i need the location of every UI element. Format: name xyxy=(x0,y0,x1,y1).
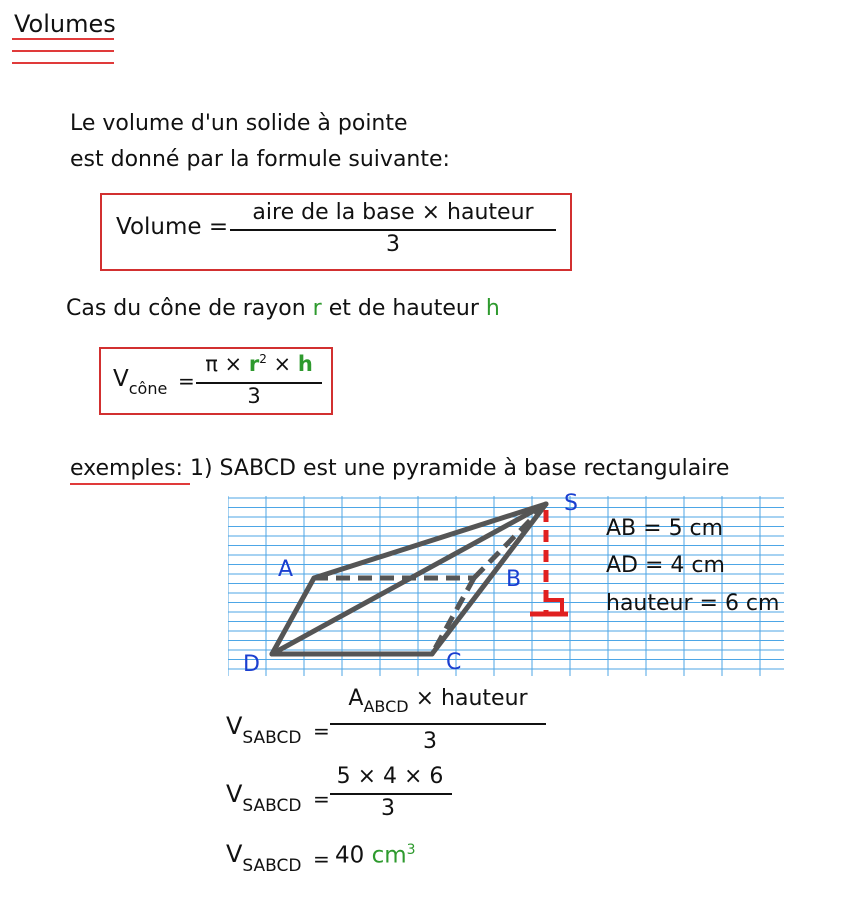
intro-line-2: est donné par la formule suivante: xyxy=(70,147,450,172)
cone-h: h xyxy=(297,352,313,376)
result-value: 40 xyxy=(335,842,365,869)
page-title: Volumes xyxy=(14,10,116,38)
examples-underline xyxy=(70,483,190,485)
step3-lhs xyxy=(226,840,302,876)
cone-times: × xyxy=(273,352,292,376)
cone-denominator: 3 xyxy=(247,384,261,408)
title-underline xyxy=(12,62,114,64)
vertex-d-label: D xyxy=(243,652,260,677)
examples-text: 1) SABCD est une pyramide à base rectangulaire xyxy=(189,456,730,481)
step2-denominator: 3 xyxy=(381,796,395,821)
cone-exponent: 2 xyxy=(259,352,267,366)
step1-fraction-bar xyxy=(330,723,546,725)
cone-numerator xyxy=(196,352,322,376)
step2-subscript: SABCD xyxy=(242,796,302,816)
vertex-b-label: B xyxy=(506,567,522,592)
step3-subscript: SABCD xyxy=(242,856,302,876)
height-segment xyxy=(530,510,568,614)
vertex-a-label: A xyxy=(278,557,294,582)
height-symbol: h xyxy=(485,296,500,321)
formula-lhs: Volume = xyxy=(116,214,229,240)
step2-numerator: 5 × 4 × 6 xyxy=(336,764,444,789)
result-exponent: 3 xyxy=(406,842,416,858)
formula-denominator: 3 xyxy=(386,232,400,257)
step1-equals: = xyxy=(313,719,330,743)
result-unit: cm xyxy=(371,842,407,869)
step2-fraction-bar xyxy=(330,793,452,795)
step1-numerator-rest: × hauteur xyxy=(415,686,528,711)
title-underline xyxy=(12,50,114,52)
given-ab: AB = 5 cm xyxy=(606,516,724,541)
cone-subscript: cône xyxy=(128,379,168,398)
vertex-s-label: S xyxy=(564,491,578,516)
v-letter: V xyxy=(226,840,243,868)
area-subscript: ABCD xyxy=(363,697,409,716)
edge-bc-hidden xyxy=(432,578,474,654)
cone-equals: = xyxy=(178,369,195,393)
step1-denominator: 3 xyxy=(423,729,437,754)
v-letter: V xyxy=(226,780,243,808)
vertex-c-label: C xyxy=(446,650,462,675)
given-ad: AD = 4 cm xyxy=(606,553,725,578)
step1-subscript: SABCD xyxy=(242,728,302,748)
cone-case-prefix: Cas du cône de rayon xyxy=(66,296,306,321)
step3-equals: = xyxy=(313,847,330,871)
step2-lhs xyxy=(226,780,302,816)
examples-colon: : xyxy=(175,456,183,481)
step1-lhs xyxy=(226,712,302,748)
step2-equals: = xyxy=(313,787,330,811)
cone-r: r xyxy=(248,352,260,376)
title-underline xyxy=(12,38,114,40)
intro-line-1: Le volume d'un solide à pointe xyxy=(70,111,408,136)
v-letter: V xyxy=(226,712,243,740)
cone-volume-symbol xyxy=(113,366,168,398)
formula-numerator: aire de la base × hauteur xyxy=(252,200,534,225)
fraction-bar xyxy=(230,229,556,231)
cone-case-middle: et de hauteur xyxy=(328,296,479,321)
examples-line xyxy=(70,456,729,481)
examples-label: exemples xyxy=(70,456,176,481)
v-letter: V xyxy=(113,366,129,392)
step3-result xyxy=(335,842,416,869)
step1-numerator xyxy=(330,686,546,716)
radius-symbol: r xyxy=(312,296,322,321)
given-height: hauteur = 6 cm xyxy=(606,591,780,616)
pi-times: π × xyxy=(205,352,243,376)
area-symbol: A xyxy=(348,686,364,711)
cone-case-text xyxy=(66,296,500,321)
